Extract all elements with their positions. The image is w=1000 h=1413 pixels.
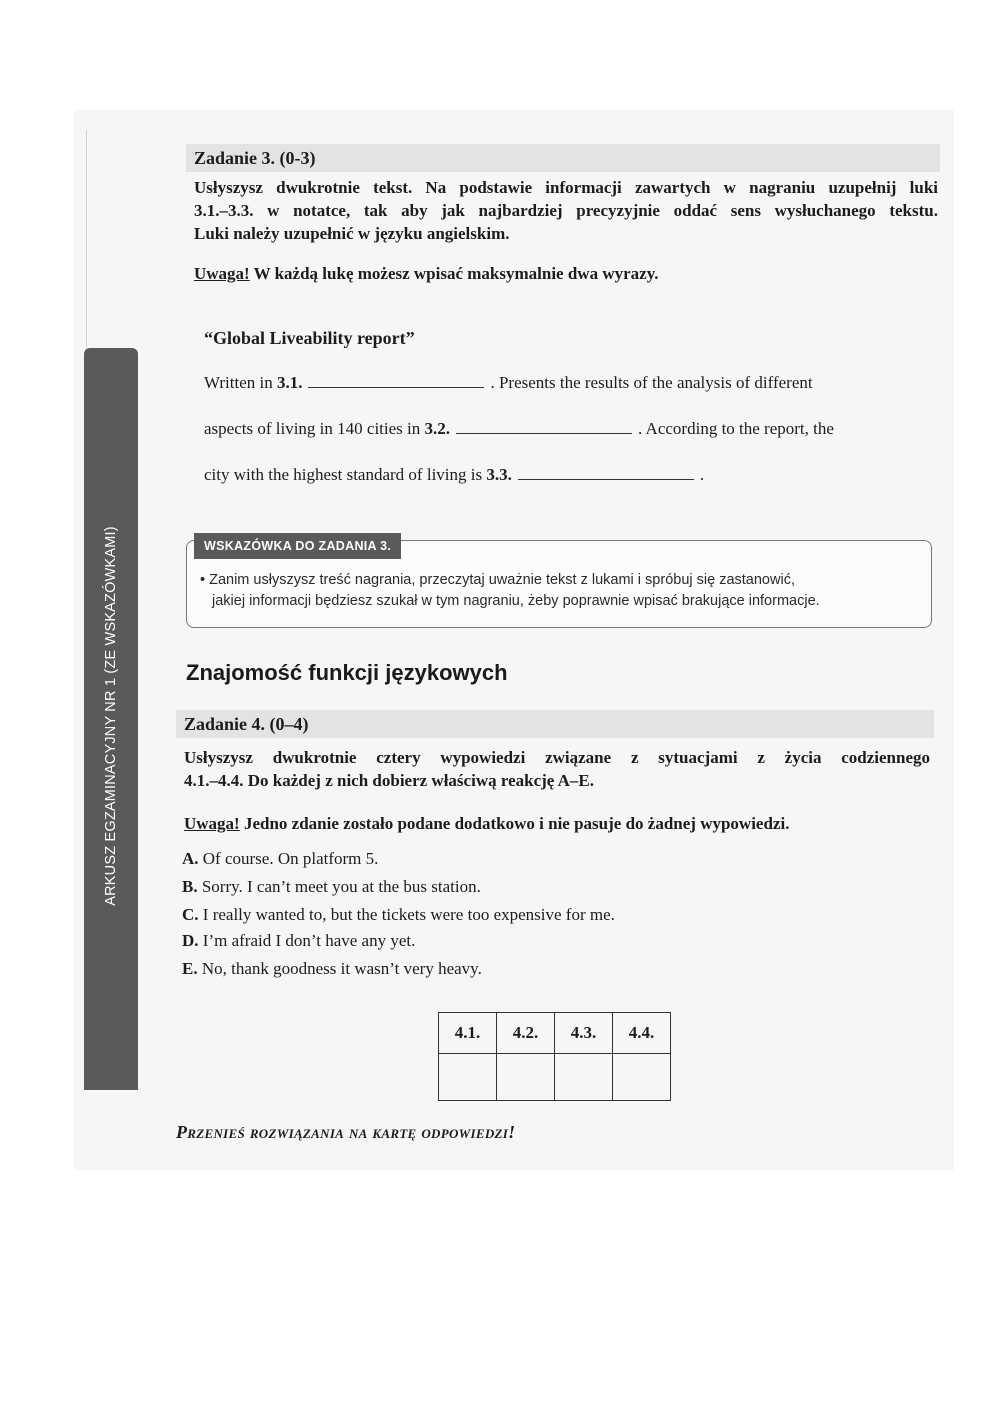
text-segment: aspects of living in 140 cities in	[204, 419, 425, 438]
task3-instruction	[194, 176, 938, 245]
gap-number: 3.1.	[276, 373, 303, 392]
task4-instruction-line: Usłyszysz dwukrotnie cztery wypowiedzi związane z sytuacjami z życia codziennego	[184, 748, 930, 767]
task4-instruction-line: 4.1.–4.4. Do każdej z nich dobierz właściwą reakcję A–E.	[184, 771, 595, 790]
text-segment: . According to the report, the	[638, 419, 834, 438]
option-text: Of course. On platform 5.	[198, 849, 379, 868]
task4-note	[184, 812, 789, 835]
option-d	[182, 930, 415, 952]
note-text: Jedno zdanie zostało podane dodatkowo i nie pasuje do żadnej wypowiedzi.	[239, 814, 790, 833]
task4-title: Zadanie 4. (0–4)	[184, 714, 309, 734]
option-text: I’m afraid I don’t have any yet.	[198, 931, 416, 950]
option-text: Sorry. I can’t meet you at the bus station.	[197, 877, 481, 896]
footer-instruction: Przenieś rozwiązania na kartę odpowiedzi!	[176, 1122, 516, 1142]
margin-line	[86, 130, 87, 360]
option-e	[182, 958, 482, 980]
answer-cell-4-2[interactable]	[497, 1054, 555, 1101]
option-letter: B.	[182, 877, 198, 896]
option-b	[182, 876, 481, 898]
section-heading: Znajomość funkcji językowych	[186, 660, 508, 685]
answer-grid-header-row	[439, 1013, 671, 1054]
task4-instruction	[184, 746, 930, 792]
sidebar-label: ARKUSZ EGZAMINACYJNY NR 1 (ZE WSKAZÓWKAMI)	[103, 526, 119, 906]
answer-grid	[438, 1012, 671, 1101]
notice-title: “Global Liveability report”	[204, 328, 415, 348]
answer-grid-input-row	[439, 1054, 671, 1101]
task3-note	[194, 262, 659, 285]
text-segment: . Presents the results of the analysis of different	[490, 373, 813, 392]
gap-3-2-blank[interactable]	[456, 419, 632, 434]
gap-line-2	[204, 418, 834, 440]
hint-line: • Zanim usłyszysz treść nagrania, przeczytaj uważnie tekst z lukami i spróbuj się zastanowić,	[200, 572, 795, 588]
answer-cell-4-4[interactable]	[613, 1054, 671, 1101]
hint-line: jakiej informacji będziesz szukał w tym nagraniu, żeby poprawnie wpisać brakujące informacje.	[212, 593, 820, 609]
task3-title: Zadanie 3. (0-3)	[194, 148, 316, 168]
option-text: I really wanted to, but the tickets were too expensive for me.	[198, 905, 615, 924]
gap-3-3-blank[interactable]	[518, 465, 694, 480]
answer-cell-4-3[interactable]	[555, 1054, 613, 1101]
gap-3-1-blank[interactable]	[308, 373, 484, 388]
note-keyword: Uwaga!	[184, 814, 240, 833]
answer-header-cell: 4.2.	[497, 1013, 555, 1054]
gap-line-1	[204, 372, 813, 394]
hint-text	[200, 570, 920, 612]
task3-instruction-line: Luki należy uzupełnić w języku angielskim.	[194, 224, 510, 243]
option-text: No, thank goodness it wasn’t very heavy.	[197, 959, 482, 978]
text-segment: .	[699, 465, 705, 484]
option-a	[182, 848, 378, 870]
gap-number: 3.3.	[486, 465, 512, 484]
answer-header-cell: 4.4.	[613, 1013, 671, 1054]
text-segment: city with the highest standard of living is	[204, 465, 487, 484]
hint-label: WSKAZÓWKA DO ZADANIA 3.	[194, 533, 401, 559]
option-letter: C.	[182, 905, 199, 924]
task3-instruction-line: Usłyszysz dwukrotnie tekst. Na podstawie informacji zawartych w nagraniu uzupełnij luki	[194, 178, 938, 197]
answer-header-cell: 4.3.	[555, 1013, 613, 1054]
task3-instruction-line: 3.1.–3.3. w notatce, tak aby jak najbardziej precyzyjnie oddać sens wysłuchanego tekstu.	[194, 201, 938, 220]
answer-cell-4-1[interactable]	[439, 1054, 497, 1101]
note-keyword: Uwaga!	[194, 264, 250, 283]
option-c	[182, 904, 615, 926]
note-text: W każdą lukę możesz wpisać maksymalnie dwa wyrazy.	[249, 264, 659, 283]
option-letter: D.	[182, 931, 199, 950]
option-letter: E.	[182, 959, 198, 978]
text-segment: Written in	[204, 373, 277, 392]
answer-header-cell: 4.1.	[439, 1013, 497, 1054]
gap-line-3	[204, 464, 704, 486]
option-letter: A.	[182, 849, 199, 868]
gap-number: 3.2.	[424, 419, 450, 438]
